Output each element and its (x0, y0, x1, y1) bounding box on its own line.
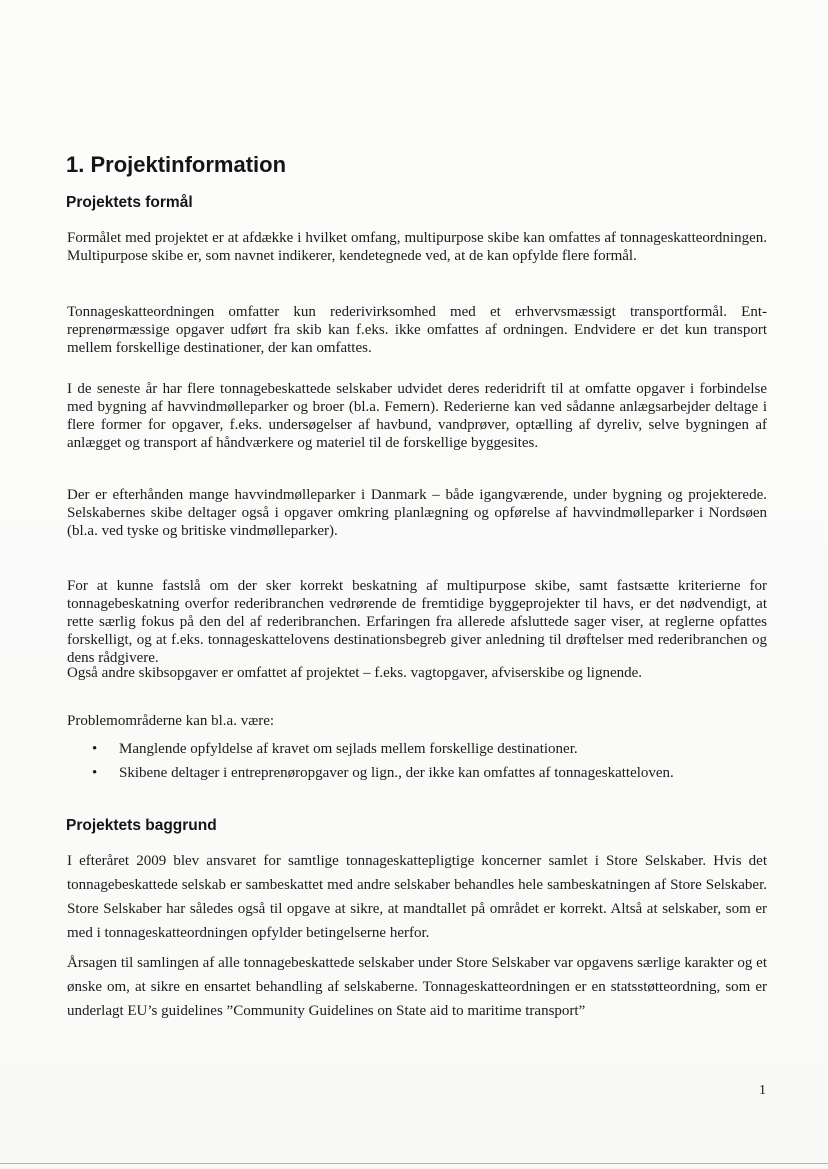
paragraph: Formålet med projektet er at afdække i hvilket omfang, multipurpose skibe kan omfattes af tonnageskatteordningen. Multipurpose skibe er, som navnet indikerer, kendetegnede ved, at de kan opfylde flere formål. (67, 230, 767, 264)
paragraph: Problemområderne kan bl.a. være: (67, 713, 275, 729)
paragraph: Også andre skibsopgaver er omfattet af projektet – f.eks. vagtopgaver, afviserskibe og lignende. (67, 665, 643, 681)
paragraph: I efteråret 2009 blev ansvaret for samtlige tonnageskattepligtige koncerner samlet i Store Selskaber. Hvis det tonnagebeskattede selskab er sambeskattet med andre selskaber behandles hele sambeskatningen af Store Selskaber. Store Selskaber har således også til opgave at sikre, at mandtallet på området er korrekt. Altså at selskaber, som er med i tonnageskatteordningen opfylder betingelserne herfor. (67, 853, 767, 941)
paragraph: I de seneste år har flere tonnagebeskattede selskaber udvidet deres rederidrift til at omfatte opgaver i forbindelse med bygning af havvindmølleparker og broer (bl.a. Femern). Rederierne kan ved sådanne anlægsarbejder deltage i flere former for opgaver, f.eks. undersøgelser af havbund, vandprøver, optælling af dyreliv, selve bygningen af anlægget og transport af håndværkere og materiel til de forskellige byggesites. (67, 381, 767, 451)
page-number: 1 (759, 1083, 766, 1098)
paragraph: Der er efterhånden mange havvindmølleparker i Danmark – både igangværende, under bygning og projekterede. Selskabernes skibe deltager også i opgaver omkring planlægning og opførelse af havvindmølleparker i Nordsøen (bl.a. ved tyske og britiske vindmølleparker). (67, 487, 767, 539)
page-title: 1. Projektinformation (66, 152, 287, 177)
list-item: • Manglende opfyldelse af kravet om sejlads mellem forskellige destinationer. (92, 737, 674, 761)
paragraph: For at kunne fastslå om der sker korrekt beskatning af multipurpose skibe, samt fastsætte kriterierne for tonnagebeskatning overfor rederibranchen vedrørende de fremtidige byggeprojekter til havs, er det nødvendigt, at rette særlig fokus på den del af rederibranchen. Erfaringen fra allerede afsluttede sager viser, at reglerne opfattes forskelligt, og at f.eks. tonnageskattelovens destinationsbegreb giver anledning til drøftelser med rederibranchen og dens rådgivere. (67, 578, 767, 666)
section-heading-baggrund: Projektets baggrund (66, 817, 217, 834)
problem-list (92, 737, 674, 785)
page-edge-divider (0, 1163, 828, 1164)
section-heading-formaal: Projektets formål (66, 194, 193, 211)
paragraph: Tonnageskatteordningen omfatter kun rederivirksomhed med et erhvervsmæssigt transportformål. Entreprenørmæssige opgaver udført fra skib kan f.eks. ikke omfattes af ordningen. Endvidere er det kun transport mellem forskellige destinationer, der kan omfattes. (67, 304, 767, 356)
paragraph: Årsagen til samlingen af alle tonnagebeskattede selskaber under Store Selskaber var opgavens særlige karakter og et ønske om, at sikre en ensartet behandling af selskaberne. Tonnageskatteordningen er en statsstøtteordning, som er underlagt EU’s guidelines ”Community Guidelines on State aid to maritime transport” (67, 955, 767, 1019)
list-item: • Skibene deltager i entreprenøropgaver og lign., der ikke kan omfattes af tonnageskatteloven. (92, 761, 674, 785)
